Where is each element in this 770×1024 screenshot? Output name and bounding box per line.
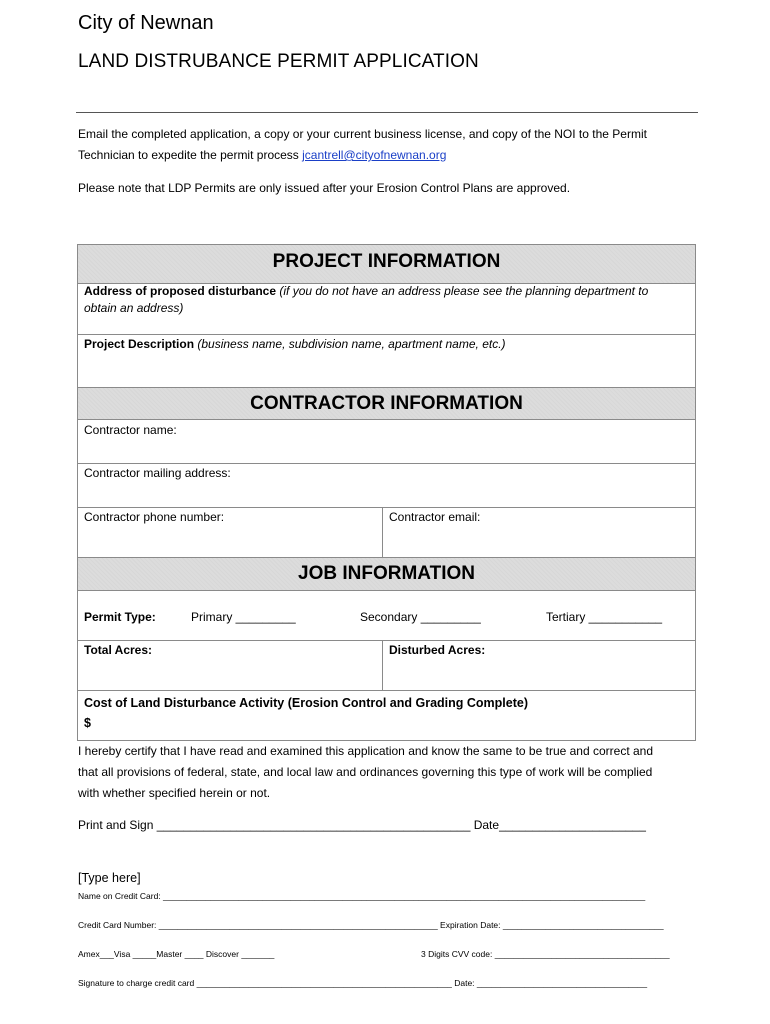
card-signature-field: Signature to charge credit card ______________________________________________________ Date: ____________________________________ <box>78 978 648 988</box>
project-description-field-label <box>84 336 506 353</box>
contractor-email-label: Contractor email: <box>389 510 481 524</box>
dollar-sign: $ <box>84 716 91 730</box>
project-information-heading: PROJECT INFORMATION <box>78 245 695 284</box>
permit-type-label: Permit Type: <box>84 610 156 624</box>
contractor-name-label: Contractor name: <box>84 423 177 437</box>
contractor-phone-label: Contractor phone number: <box>84 510 225 524</box>
type-here-placeholder: [Type here] <box>78 871 141 885</box>
card-number-field: Credit Card Number: ___________________________________________________________ Expiration Date: __________________________________ <box>78 920 664 930</box>
column-divider <box>382 640 383 690</box>
row-divider <box>78 690 695 691</box>
certification-line-1: I hereby certify that I have read and examined this application and know the same to be true and correct and <box>78 744 654 758</box>
certification-line-2: that all provisions of federal, state, and local law and ordinances governing this type of work will be complied <box>78 765 653 779</box>
contractor-mailing-address-label: Contractor mailing address: <box>84 466 231 480</box>
certification-line-3: with whether specified herein or not. <box>78 786 271 800</box>
page-title: LAND DISTRUBANCE PERMIT APPLICATION <box>78 51 479 72</box>
approval-note: Please note that LDP Permits are only issued after your Erosion Control Plans are approved. <box>78 181 571 195</box>
row-divider <box>78 640 695 641</box>
row-divider <box>78 507 695 508</box>
cost-field <box>84 693 528 733</box>
row-divider <box>78 334 695 335</box>
job-information-heading: JOB INFORMATION <box>78 557 695 591</box>
intro-line-1: Email the completed application, a copy or your current business license, and copy of the NOI to the Permit <box>78 127 647 141</box>
card-type-field: Amex___Visa _____Master ____ Discover _______ <box>78 949 275 959</box>
certification-statement <box>78 741 653 804</box>
city-name: City of Newnan <box>78 12 214 34</box>
print-and-sign-line: Print and Sign _______________________________________________ Date______________________ <box>78 818 646 832</box>
intro-line-2-text: Technician to expedite the permit process <box>78 148 303 162</box>
intro-paragraph <box>78 124 647 166</box>
address-hint: (if you do not have an address please see the planning department to <box>279 284 649 298</box>
permit-technician-email-link[interactable]: jcantrell@cityofnewnan.org <box>302 148 447 162</box>
application-form-table <box>77 244 696 741</box>
intro-line-2 <box>78 145 647 166</box>
secondary-permit-field: Secondary _________ <box>360 610 481 624</box>
tertiary-permit-field: Tertiary ___________ <box>546 610 663 624</box>
address-hint-cont: obtain an address) <box>84 301 184 315</box>
name-on-card-field: Name on Credit Card: ______________________________________________________________________________________________________ <box>78 891 646 901</box>
column-divider <box>382 507 383 557</box>
project-description-label: Project Description <box>84 337 195 351</box>
address-field-label <box>84 283 684 317</box>
total-acres-label: Total Acres: <box>84 643 153 657</box>
primary-permit-field: Primary _________ <box>191 610 296 624</box>
project-description-hint: (business name, subdivision name, apartment name, etc.) <box>197 337 506 351</box>
disturbed-acres-label: Disturbed Acres: <box>389 643 486 657</box>
address-label: Address of proposed disturbance <box>84 284 277 298</box>
row-divider <box>78 463 695 464</box>
header-divider <box>76 112 698 113</box>
contractor-information-heading: CONTRACTOR INFORMATION <box>78 387 695 420</box>
cvv-field: 3 Digits CVV code: _____________________________________ <box>421 949 670 959</box>
cost-label: Cost of Land Disturbance Activity (Erosion Control and Grading Complete) <box>84 696 529 710</box>
